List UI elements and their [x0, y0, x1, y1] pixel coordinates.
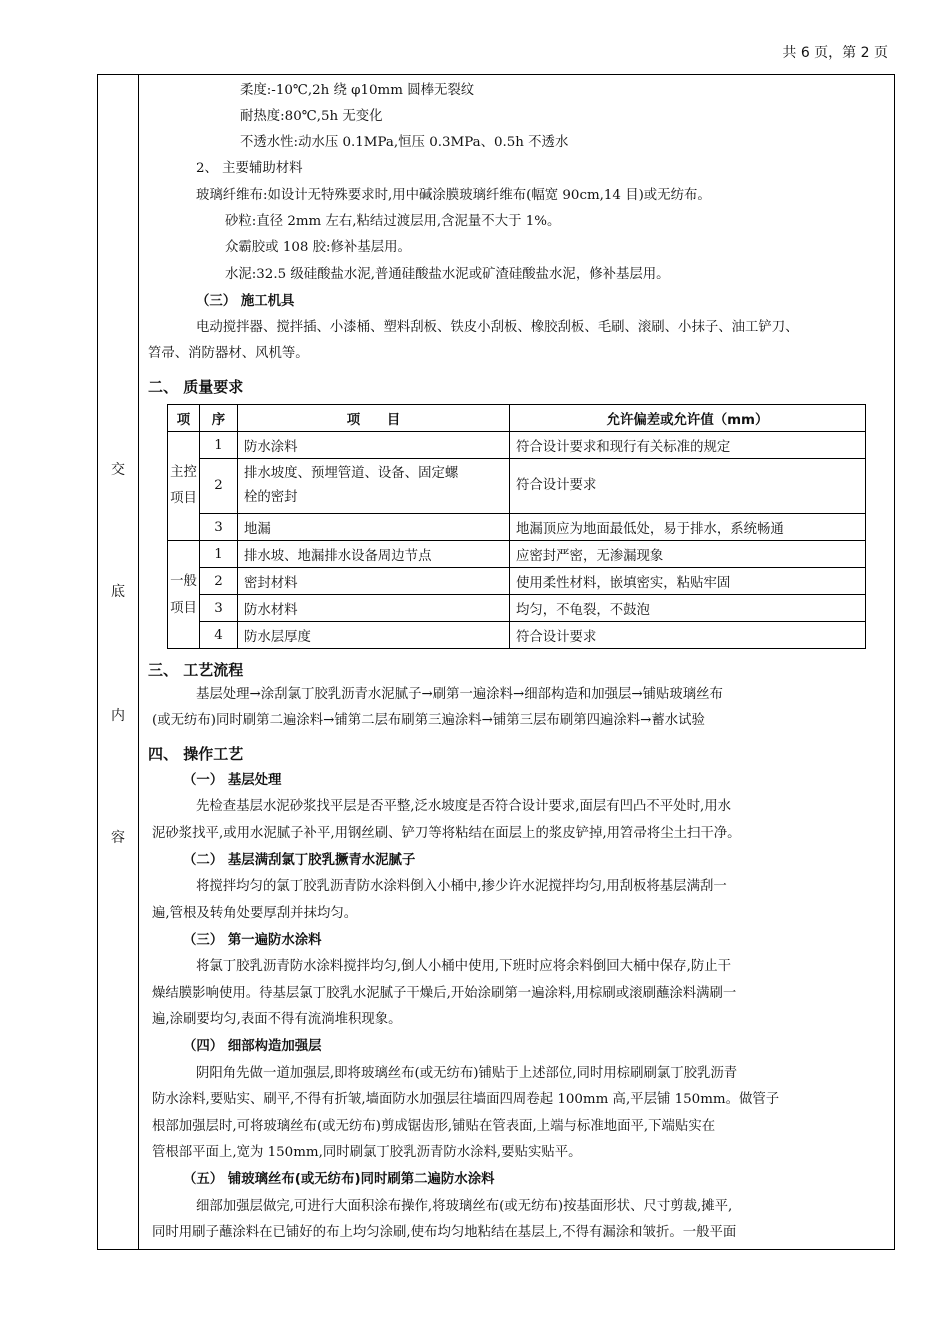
operation-line: 泥砂浆找平,或用水泥腻子补平,用钢丝刷、铲刀等将粘结在面层上的浆皮铲掉,用笤帚将尘土扫干净。 [152, 826, 741, 841]
side-label-char: 底 [111, 584, 125, 600]
table-row [168, 622, 866, 649]
row-item-line: 栓的密封 [244, 490, 298, 505]
row-no: 3 [200, 595, 238, 622]
table-row [168, 595, 866, 622]
page-number: 共 6 页，第 2 页 [782, 45, 888, 61]
side-label-char: 内 [111, 708, 125, 724]
operation-line: 将氯丁胶乳沥青防水涂料搅拌均匀,倒人小桶中使用,下班时应将余料倒回大桶中保存,防止干 [196, 959, 732, 974]
operation-line: 管根部平面上,宽为 150mm,同时刷氯丁胶乳沥青防水涂料,要贴实贴平。 [152, 1145, 582, 1160]
table-header: 序 [200, 405, 238, 432]
row-value: 均匀，不龟裂，不鼓泡 [510, 595, 866, 622]
operation-line: 将搅拌均匀的氯丁胶乳沥青防水涂料倒入小桶中,掺少许水泥搅拌均匀,用刮板将基层满刮一 [196, 879, 727, 894]
category-general: 一般项目 [168, 541, 200, 649]
row-item [238, 459, 510, 514]
row-item: 密封材料 [238, 568, 510, 595]
spec-line: 砂粒:直径 2mm 左右,粘结过渡层用,含泥量不大于 1%。 [225, 214, 561, 229]
section-title-process: 三、 工艺流程 [148, 661, 244, 679]
machines-title: （三） 施工机具 [196, 294, 295, 309]
table-header-row [168, 405, 866, 432]
operation-subtitle: （一） 基层处理 [183, 773, 282, 788]
table-header: 允许偏差或允许值（mm） [510, 405, 866, 432]
row-value: 地漏顶应为地面最低处，易于排水，系统畅通 [510, 514, 866, 541]
row-item-line: 排水坡度、预埋管道、设备、固定螺 [244, 466, 459, 481]
operation-line: 燥结膜影响使用。待基层氯丁胶乳水泥腻子干燥后,开始涂刷第一遍涂料,用棕刷或滚刷蘸涂料满刷一 [152, 986, 737, 1001]
operation-subtitle: （三） 第一遍防水涂料 [183, 933, 322, 948]
spec-line: 耐热度:80℃,5h 无变化 [240, 109, 383, 124]
operation-line: 阴阳角先做一道加强层,即将玻璃丝布(或无纺布)铺贴于上述部位,同时用棕刷刷氯丁胶乳沥青 [196, 1066, 738, 1081]
side-label-column [98, 75, 139, 1249]
row-item: 排水坡、地漏排水设备周边节点 [238, 541, 510, 568]
operation-line: 根部加强层时,可将玻璃丝布(或无纺布)剪成锯齿形,铺贴在管表面,上端与标准地面平,下端贴实在 [152, 1119, 716, 1134]
quality-table [167, 404, 866, 649]
section-title-quality: 二、 质量要求 [148, 378, 244, 396]
row-no: 1 [200, 432, 238, 459]
row-no: 1 [200, 541, 238, 568]
operation-subtitle: （四） 细部构造加强层 [183, 1039, 322, 1054]
operation-line: 遍,管根及转角处要厚刮并抹均匀。 [152, 906, 358, 921]
row-no: 3 [200, 514, 238, 541]
operation-line: 同时用刷子蘸涂料在已铺好的布上均匀涂刷,使布均匀地粘结在基层上,不得有漏涂和皱折。一般平面 [152, 1225, 737, 1240]
side-label-char: 容 [111, 830, 125, 846]
operation-line: 遍,涂刷要均匀,表面不得有流淌堆积现象。 [152, 1012, 402, 1027]
table-row [168, 568, 866, 595]
machines-line: 电动搅拌器、搅拌插、小漆桶、塑料刮板、铁皮小刮板、橡胶刮板、毛刷、滚刷、小抹子、油工铲刀、 [196, 320, 799, 335]
spec-line: 不透水性:动水压 0.1MPa,恒压 0.3MPa、0.5h 不透水 [240, 135, 569, 150]
table-header: 项 目 [238, 405, 510, 432]
category-main: 主控项目 [168, 432, 200, 541]
table-row [168, 459, 866, 514]
table-row [168, 514, 866, 541]
process-line: 基层处理→涂刮氯丁胶乳沥青水泥腻子→刷第一遍涂料→细部构造和加强层→铺贴玻璃丝布 [196, 687, 723, 702]
side-label-char: 交 [111, 462, 125, 478]
disclosure-frame [97, 74, 895, 1250]
row-item: 防水涂料 [238, 432, 510, 459]
spec-line: 众霸胶或 108 胶:修补基层用。 [225, 240, 411, 255]
row-no: 2 [200, 568, 238, 595]
operation-line: 先检查基层水泥砂浆找平层是否平整,泛水坡度是否符合设计要求,面层有凹凸不平处时,用水 [196, 799, 732, 814]
spec-line: 玻璃纤维布:如设计无特殊要求时,用中碱涂膜玻璃纤维布(幅宽 90cm,14 目)或无纺布。 [196, 188, 711, 203]
operation-line: 细部加强层做完,可进行大面积涂布操作,将玻璃丝布(或无纺布)按基面形状、尺寸剪裁,摊平, [196, 1199, 733, 1214]
row-no: 2 [200, 459, 238, 514]
machines-line: 笤帚、消防器材、风机等。 [148, 346, 309, 361]
row-item: 地漏 [238, 514, 510, 541]
row-value: 符合设计要求 [510, 459, 866, 514]
operation-subtitle: （五） 铺玻璃丝布(或无纺布)同时刷第二遍防水涂料 [183, 1172, 495, 1187]
operation-subtitle: （二） 基层满刮氯丁胶乳撅青水泥腻子 [183, 853, 416, 868]
row-no: 4 [200, 622, 238, 649]
spec-line: 水泥:32.5 级硅酸盐水泥,普通硅酸盐水泥或矿渣硅酸盐水泥，修补基层用。 [225, 267, 670, 282]
process-line: (或无纺布)同时刷第二遍涂料→铺第二层布刷第三遍涂料→铺第三层布刷第四遍涂料→蓄水试验 [152, 713, 705, 728]
row-value: 使用柔性材料，嵌填密实，粘贴牢固 [510, 568, 866, 595]
row-value: 符合设计要求 [510, 622, 866, 649]
row-item: 防水层厚度 [238, 622, 510, 649]
row-value: 应密封严密，无渗漏现象 [510, 541, 866, 568]
spec-line: 柔度:-10℃,2h 绕 φ10mm 圆棒无裂纹 [240, 83, 475, 98]
table-row [168, 432, 866, 459]
table-header: 项 [168, 405, 200, 432]
table-row [168, 541, 866, 568]
row-item: 防水材料 [238, 595, 510, 622]
row-value: 符合设计要求和现行有关标准的规定 [510, 432, 866, 459]
subsection-heading: 2、 主要辅助材料 [196, 161, 303, 176]
section-title-operation: 四、 操作工艺 [148, 745, 244, 763]
operation-line: 防水涂料,要贴实、刷平,不得有折皱,墙面防水加强层往墙面四周卷起 100mm 高,平层铺 150mm。做管子 [152, 1092, 780, 1107]
